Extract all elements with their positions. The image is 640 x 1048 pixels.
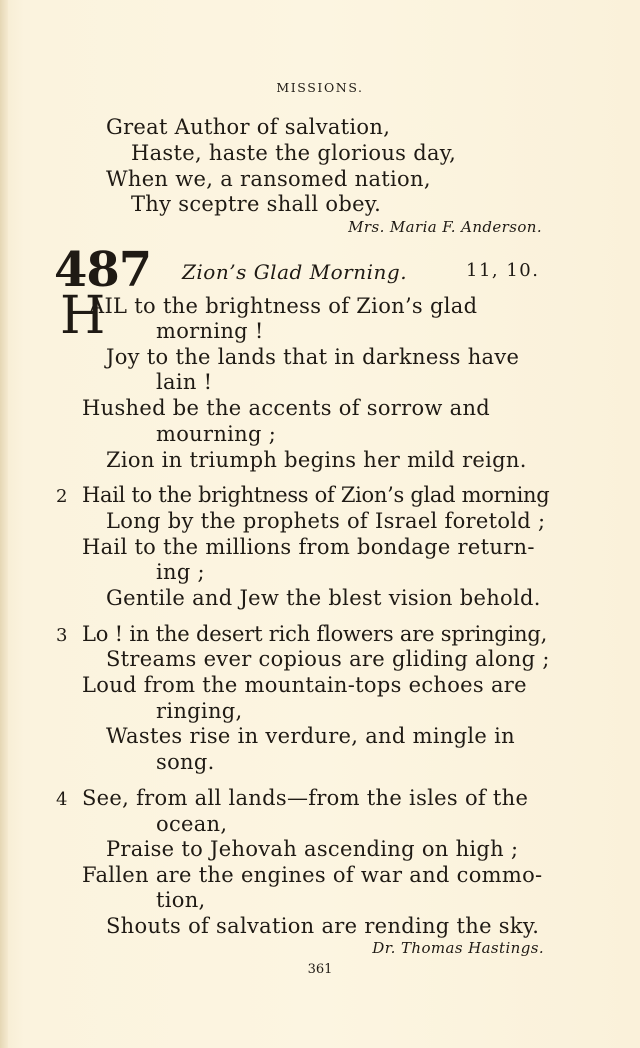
stanza-2-number: 2 bbox=[56, 486, 68, 507]
prev-hymn-author: Mrs. Maria F. Anderson. bbox=[348, 218, 542, 236]
stanza-4-line-1: See, from all lands—from the isles of the bbox=[82, 786, 529, 810]
stanza-1-line-7: Zion in triumph begins her mild reign. bbox=[106, 448, 527, 472]
stanza-1-line-5: Hushed be the accents of sorrow and bbox=[82, 396, 491, 420]
stanza-4-line-5: tion, bbox=[156, 888, 206, 912]
stanza-4-line-4: Fallen are the engines of war and commo- bbox=[82, 863, 543, 887]
stanza-1-line-2: morning ! bbox=[156, 319, 264, 343]
stanza-3-line-6: song. bbox=[156, 750, 215, 774]
stanza-4-line-6: Shouts of salvation are rending the sky. bbox=[106, 914, 540, 938]
prev-hymn-line-3: When we, a ransomed nation, bbox=[106, 167, 431, 191]
stanza-4-line-3: Praise to Jehovah ascending on high ; bbox=[106, 837, 519, 861]
hymn-title: Zion’s Glad Morning. bbox=[182, 260, 408, 284]
page-number: 361 bbox=[307, 962, 333, 977]
drop-cap: H bbox=[60, 286, 106, 346]
hymn-meter: 11, 10. bbox=[466, 260, 540, 281]
stanza-4-line-2: ocean, bbox=[156, 812, 228, 836]
stanza-2-line-5: Gentile and Jew the blest vision behold. bbox=[106, 586, 541, 610]
stanza-3-line-3: Loud from the mountain-tops echoes are bbox=[82, 673, 527, 697]
page-header: MISSIONS. bbox=[276, 80, 364, 95]
hymn-number: 487 bbox=[54, 242, 152, 298]
prev-hymn-line-4: Thy sceptre shall obey. bbox=[131, 192, 382, 216]
stanza-2-line-2: Long by the prophets of Israel foretold ; bbox=[106, 509, 546, 533]
page-edge bbox=[0, 0, 8, 1048]
stanza-3-line-4: ringing, bbox=[156, 699, 243, 723]
stanza-1-line-6: mourning ; bbox=[156, 422, 277, 446]
first-line-text: AIL to the brightness of Zion’s glad bbox=[89, 294, 478, 318]
prev-hymn-line-2: Haste, haste the glorious day, bbox=[131, 141, 457, 165]
prev-hymn-line-1: Great Author of salvation, bbox=[106, 115, 391, 139]
stanza-3-line-5: Wastes rise in verdure, and mingle in bbox=[106, 724, 515, 748]
stanza-1-first-line bbox=[89, 293, 544, 319]
stanza-3-line-2: Streams ever copious are gliding along ; bbox=[106, 647, 550, 671]
stanza-4-number: 4 bbox=[56, 789, 68, 810]
stanza-1-line-3: Joy to the lands that in darkness have bbox=[106, 345, 520, 369]
stanza-2-line-3: Hail to the millions from bondage return- bbox=[82, 535, 535, 559]
stanza-2-line-4: ing ; bbox=[156, 560, 205, 584]
hymn-author: Dr. Thomas Hastings. bbox=[372, 939, 544, 957]
stanza-1-line-4: lain ! bbox=[156, 370, 213, 394]
stanza-2-line-1: Hail to the brightness of Zion’s glad morning bbox=[82, 483, 550, 507]
stanza-3-line-1: Lo ! in the desert rich flowers are springing, bbox=[82, 622, 548, 646]
stanza-3-number: 3 bbox=[56, 625, 68, 646]
